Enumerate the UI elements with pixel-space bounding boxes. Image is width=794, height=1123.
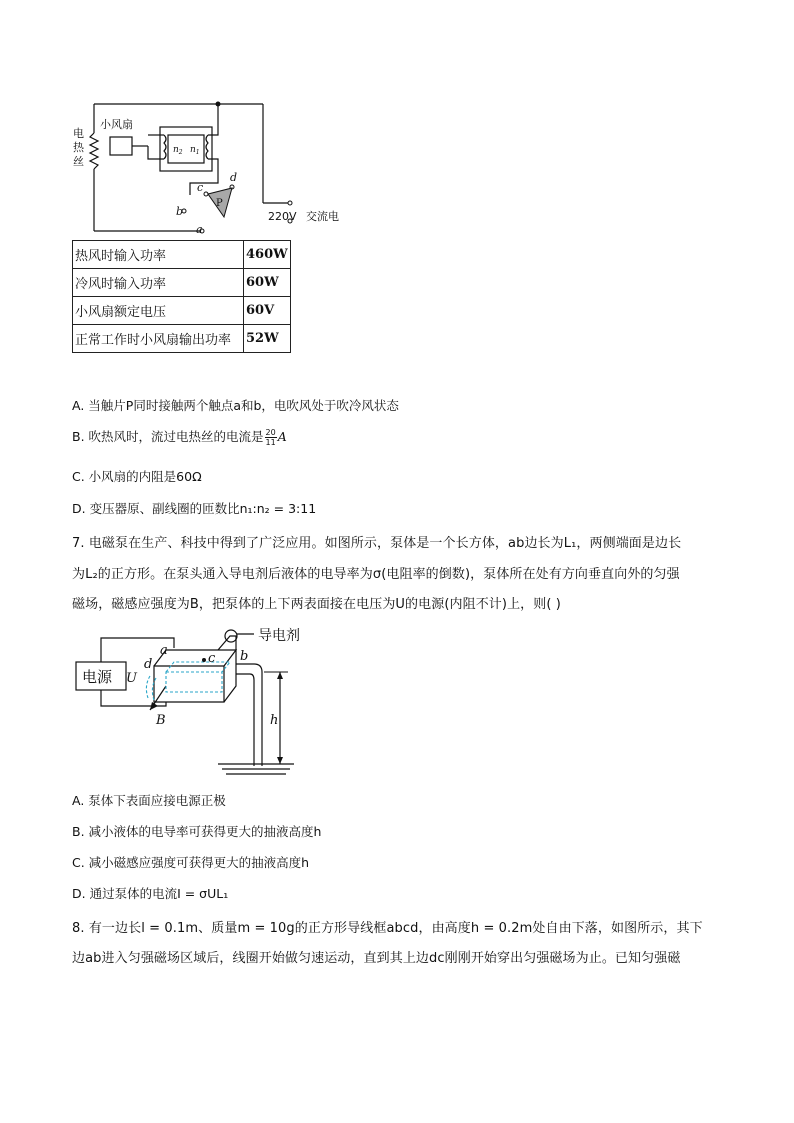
q6-option-d: D. 变压器原、副线圈的匝数比n₁:n₂ = 3:11 <box>72 501 317 516</box>
label-a: a <box>196 223 203 236</box>
q8-stem-line-1: 8. 有一边长l = 0.1m、质量m = 10g的正方形导线框abcd，由高度h = 0.2m处自由下落，如图所示，其下 <box>72 921 703 936</box>
electromagnetic-pump-diagram <box>74 626 324 782</box>
label-B: B <box>156 713 166 728</box>
label-n1: n <box>190 145 196 155</box>
label-heater-1: 电 <box>73 127 84 140</box>
table-cell-value: 60W <box>244 269 291 297</box>
label-n1-sub: 1 <box>195 149 200 156</box>
table-cell-name: 正常工作时小风扇输出功率 <box>73 325 244 353</box>
label-agent: 导电剂 <box>258 628 300 644</box>
table-cell-name: 冷风时输入功率 <box>73 269 244 297</box>
table-row <box>73 269 291 297</box>
q7-option-c: C. 减小磁感应强度可获得更大的抽液高度h <box>72 855 310 870</box>
q7-stem-line-3: 磁场，磁感应强度为B，把泵体的上下两表面接在电压为U的电源(内阻不计)上，则( ) <box>72 597 561 612</box>
q6-option-b-text: B. 吹热风时，流过电热丝的电流是 <box>72 429 264 444</box>
label-d: d <box>144 657 153 672</box>
label-c: c <box>197 181 204 194</box>
label-b: b <box>176 205 184 218</box>
label-d: d <box>230 171 238 184</box>
label-P: P <box>216 198 223 209</box>
label-fan: 小风扇 <box>100 118 133 131</box>
table-cell-name: 热风时输入功率 <box>73 241 244 269</box>
q7-option-a: A. 泵体下表面应接电源正极 <box>72 793 226 808</box>
q7-option-b: B. 减小液体的电导率可获得更大的抽液高度h <box>72 824 322 839</box>
label-b: b <box>240 649 249 664</box>
label-heater-3: 丝 <box>73 155 84 168</box>
q7-stem-line-2: 为L₂的正方形。在泵头通入导电剂后液体的电导率为σ(电阻率的倒数)，泵体所在处有方向垂直向外的匀强 <box>72 567 680 582</box>
spec-table <box>72 240 291 353</box>
table-row <box>73 241 291 269</box>
label-220v: 220V <box>268 210 297 223</box>
q6-option-a: A. 当触片P同时接触两个触点a和b，电吹风处于吹冷风状态 <box>72 398 399 413</box>
table-cell-name: 小风扇额定电压 <box>73 297 244 325</box>
fraction <box>265 428 277 447</box>
label-h: h <box>270 713 279 728</box>
table-cell-value: 460W <box>244 241 291 269</box>
label-a: a <box>160 643 168 658</box>
table-cell-value: 52W <box>244 325 291 353</box>
svg-text:n2 <box>173 145 183 156</box>
label-U: U <box>126 671 137 686</box>
label-n2-sub: 2 <box>178 149 183 156</box>
hair-dryer-circuit-diagram <box>70 95 360 240</box>
q6-option-b-unit: A <box>277 429 287 444</box>
label-ac: 交流电 <box>306 210 339 223</box>
svg-text:n1 <box>190 145 200 156</box>
label-heater-2: 热 <box>73 141 84 154</box>
table-row <box>73 297 291 325</box>
q7-stem-line-1: 7. 电磁泵在生产、科技中得到了广泛应用。如图所示，泵体是一个长方体，ab边长为L₁，两侧端面是边长 <box>72 536 682 551</box>
label-c: c <box>208 651 216 666</box>
q8-stem-line-2: 边ab进入匀强磁场区域后，线圈开始做匀速运动，直到其上边dc刚刚开始穿出匀强磁场为止。已知匀强磁 <box>72 951 681 966</box>
label-n2: n <box>173 145 179 155</box>
q7-option-d: D. 通过泵体的电流I = σUL₁ <box>72 886 229 901</box>
fraction-denominator: 11 <box>265 438 276 447</box>
q6-option-b <box>72 427 287 447</box>
table-cell-value: 60V <box>244 297 291 325</box>
label-source: 电源 <box>82 668 113 686</box>
q6-option-c: C. 小风扇的内阻是60Ω <box>72 469 202 484</box>
fraction-numerator: 20 <box>265 428 276 437</box>
table-row <box>73 325 291 353</box>
